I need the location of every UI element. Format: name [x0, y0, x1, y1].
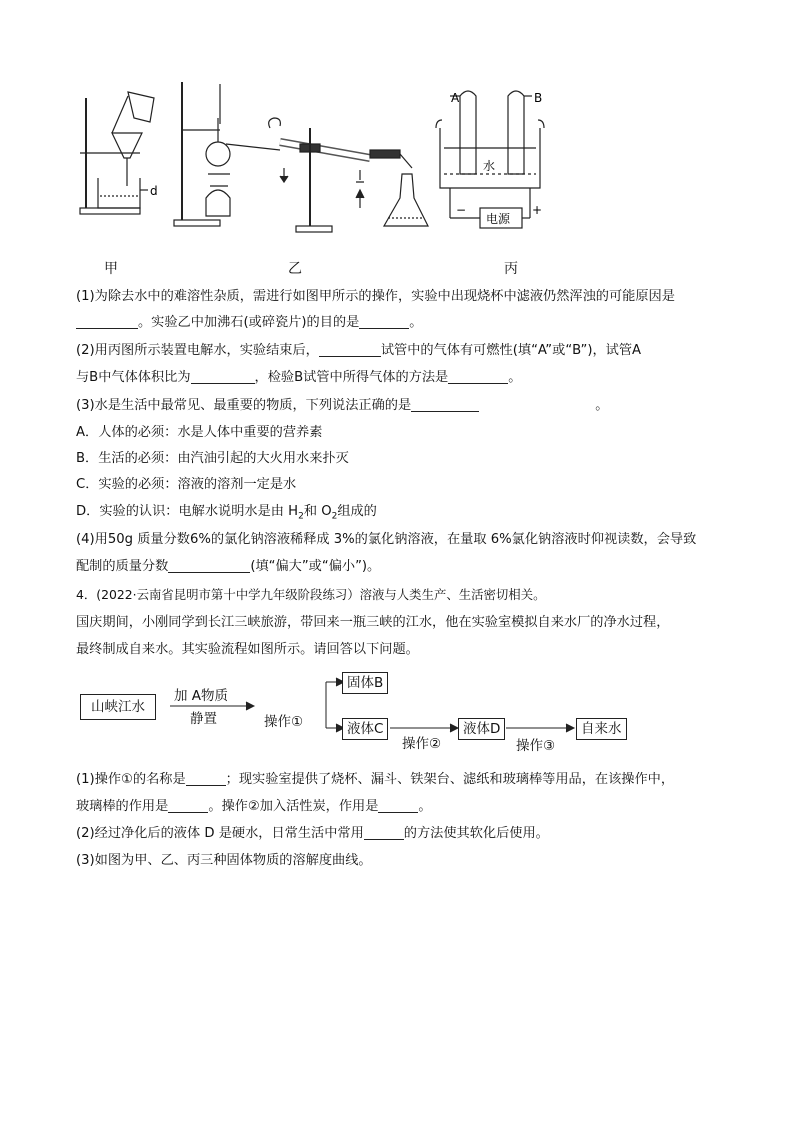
- q4-part1-line1: (1)操作①的名称是 ；现实验室提供了烧杯、漏斗、铁架台、滤纸和玻璃棒等用品，在该操作中，: [76, 772, 675, 787]
- q4-part2: (2)经过净化后的液体 D 是硬水，日常生活中常用 的方法使其软化后使用。: [76, 826, 549, 841]
- flow-op1-label: 操作①: [264, 714, 304, 730]
- q4-part1-line2: 玻璃棒的作用是 。操作②加入活性炭，作用是 。: [76, 799, 432, 814]
- flow-liquid-c-box: 液体C: [342, 718, 388, 740]
- q3-part2-line2: 与B中气体体积比为 ，检验B试管中所得气体的方法是 。: [76, 370, 522, 385]
- apparatus-figures: [70, 78, 590, 248]
- flow-solid-b-box: 固体B: [342, 672, 388, 694]
- power-label: 电源: [486, 212, 511, 226]
- option-b: B．生活的必须：由汽油引起的大火用水来扑灭: [76, 451, 349, 466]
- q4-intro-line2: 最终制成自来水。其实验流程如图所示。请回答以下问题。: [76, 642, 419, 657]
- label-d: d: [150, 184, 158, 198]
- q4-part3: (3)如图为甲、乙、丙三种固体物质的溶解度曲线。: [76, 853, 372, 868]
- q3-part4-line1: (4)用50g 质量分数6%的氯化钠溶液稀释成 3%的氯化钠溶液，在量取 6%氯化钠溶液时仰视读数，会导致: [76, 532, 697, 547]
- flow-add-label: 加 A物质: [174, 688, 229, 704]
- q3-part3: (3)水是生活中最常见、最重要的物质，下列说法正确的是 。: [76, 398, 609, 413]
- flow-op2-label: 操作②: [402, 736, 442, 752]
- tube-b-label: B: [534, 91, 543, 105]
- tube-a-label: A: [451, 91, 460, 105]
- minus-label: −: [456, 203, 467, 217]
- q3-part2-line1: (2)用丙图所示装置电解水，实验结束后， 试管中的气体有可燃性(填“A”或“B”)，试管A: [76, 343, 642, 358]
- filtration-apparatus: [80, 92, 154, 214]
- plus-label: +: [532, 203, 543, 217]
- distillation-apparatus: [174, 82, 428, 232]
- flow-liquid-d-box: 液体D: [458, 718, 505, 740]
- q4-intro-line1: 国庆期间，小刚同学到长江三峡旅游，带回来一瓶三峡的江水，他在实验室模拟自来水厂的净水过程，: [76, 615, 670, 630]
- option-a: A．人体的必须：水是人体中重要的营养素: [76, 425, 323, 440]
- figure-label-jia: 甲: [104, 261, 118, 277]
- figure-label-yi: 乙: [288, 261, 302, 277]
- flow-start-box: 山峡江水: [80, 694, 156, 720]
- q3-part4-line2: 配制的质量分数 (填“偏大”或“偏小”)。: [76, 559, 381, 574]
- flow-tap-water-box: 自来水: [576, 718, 627, 740]
- q4-heading: 4．(2022·云南省昆明市第十中学九年级阶段练习）溶液与人类生产、生活密切相关。: [76, 587, 546, 602]
- figure-label-bing: 丙: [504, 261, 518, 277]
- water-label: 水: [483, 159, 496, 173]
- flow-op3-label: 操作③: [516, 738, 556, 754]
- flow-settle-label: 静置: [190, 711, 217, 727]
- purification-flowchart: [76, 670, 636, 760]
- q3-part1-line1: (1)为除去水中的难溶性杂质，需进行如图甲所示的操作，实验中出现烧杯中滤液仍然浑浊的可能原因是: [76, 289, 675, 304]
- option-d: D．实验的认识：电解水说明水是由 $H_2$和 $O_2$组成的: [76, 504, 377, 522]
- option-c: C．实验的必须：溶液的溶剂一定是水: [76, 477, 297, 492]
- q3-part1-line2: 。实验乙中加沸石(或碎瓷片)的目的是 。: [76, 313, 422, 333]
